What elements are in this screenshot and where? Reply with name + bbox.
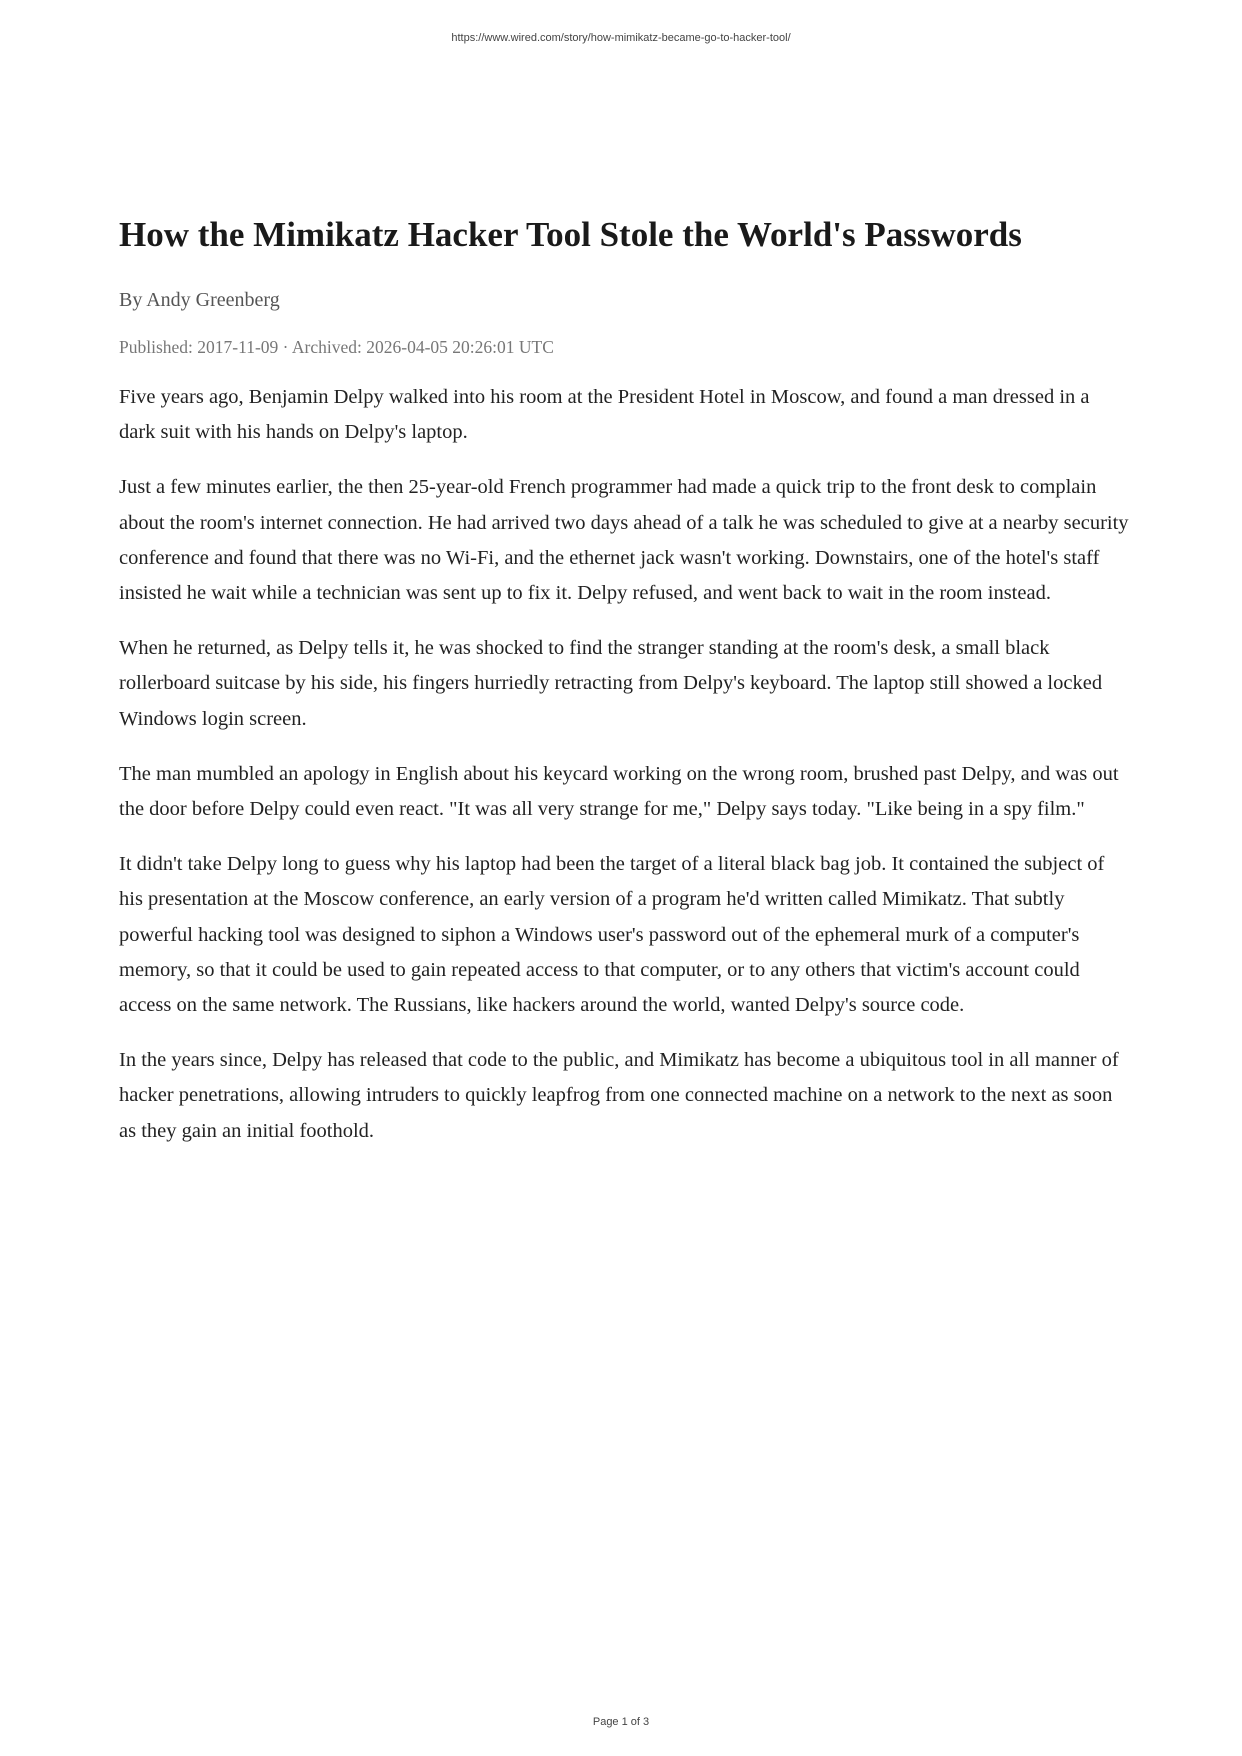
article-body [119,380,1129,1149]
paragraph: The man mumbled an apology in English about his keycard working on the wrong room, brushed past Delpy, and was out the door before Delpy could even react. "It was all very strange for me," Delpy says today. "Like being in a spy film." [119,762,1119,821]
paragraph: In the years since, Delpy has released that code to the public, and Mimikatz has become a ubiquitous tool in all manner of hacker penetrations, allowing intruders to quickly leapfrog from one connected machine on a network to the next as soon as they gain an initial foothold. [119,1049,1119,1142]
paragraph: When he returned, as Delpy tells it, he was shocked to find the stranger standing at the room's desk, a small black rollerboard suitcase by his side, his fingers hurriedly retracting from Delpy's keyboard. The laptop still showed a locked Windows login screen. [119,637,1103,730]
article [119,212,1129,1149]
paragraph: It didn't take Delpy long to guess why his laptop had been the target of a literal black bag job. It contained the subject of his presentation at the Moscow conference, an early version of a program he'd written called Mimikatz. That subtly powerful hacking tool was designed to siphon a Windows user's password out of the ephemeral murk of a computer's memory, so that it could be used to gain repeated access to that computer, or to any others that victim's account could access on the same network. The Russians, like hackers around the world, wanted Delpy's source code. [119,853,1105,1017]
page-number: Page 1 of 3 [592,1716,650,1728]
article-title: How the Mimikatz Hacker Tool Stole the World's Passwords [119,215,1022,254]
publish-meta: Published: 2017-11-09 · Archived: 2026-04-05 20:26:01 UTC [119,337,554,357]
paragraph: Five years ago, Benjamin Delpy walked into his room at the President Hotel in Moscow, and found a man dressed in a dark suit with his hands on Delpy's laptop. [119,386,1090,444]
byline: By Andy Greenberg [119,289,280,311]
page-url-header: https://www.wired.com/story/how-mimikatz-became-go-to-hacker-tool/ [451,32,791,44]
paragraph: Just a few minutes earlier, the then 25-year-old French programmer had made a quick trip to the front desk to complain about the room's internet connection. He had arrived two days ahead of a talk he was scheduled to give at a nearby security conference and found that there was no Wi-Fi, and the ethernet jack wasn't working. Downstairs, one of the hotel's staff insisted he wait while a technician was sent up to fix it. Delpy refused, and went back to wait in the room instead. [119,476,1129,605]
